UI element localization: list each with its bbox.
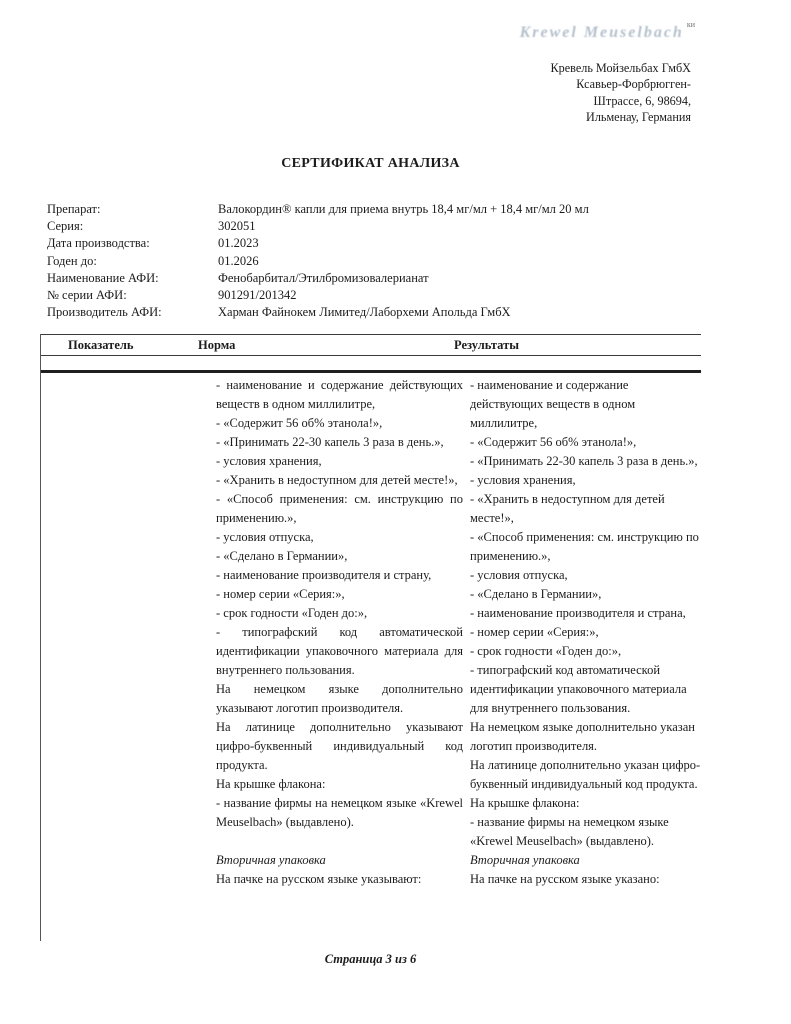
address-line: Штрассе, 6, 98694, — [593, 93, 691, 108]
result-paragraph: - типографский код автоматической идентификации упаковочного материала для внутреннего пользования. — [470, 663, 687, 715]
result-paragraph: - условия хранения, — [470, 473, 576, 487]
table-header-row — [40, 334, 701, 356]
metadata-value: 302051 — [218, 219, 256, 234]
metadata-label: № серии АФИ: — [47, 288, 127, 303]
metadata-row — [47, 287, 707, 304]
norm-paragraph: - типографский код автоматической идентификации упаковочного материала для внутреннего пользования. — [216, 625, 463, 677]
metadata-row — [47, 201, 707, 218]
result-paragraph: - наименование и содержание действующих веществ в одном миллилитре, — [470, 378, 636, 430]
norm-paragraph: На пачке на русском языке указывают: — [216, 872, 422, 886]
result-paragraph: На крышке флакона: — [470, 796, 580, 810]
result-paragraph: - название фирмы на немецком языке «Krewel Meuselbach» (выдавлено). — [470, 815, 669, 848]
norm-paragraph: - наименование и содержание действующих веществ в одном миллилитре, — [216, 378, 463, 411]
norm-column — [216, 376, 463, 889]
result-paragraph: На пачке на русском языке указано: — [470, 872, 660, 886]
metadata-row — [47, 304, 707, 321]
metadata-label: Дата производства: — [47, 236, 150, 251]
norm-paragraph: - «Содержит 56 об% этанола!», — [216, 416, 383, 430]
metadata-label: Серия: — [47, 219, 84, 234]
norm-paragraph: - условия отпуска, — [216, 530, 314, 544]
metadata-row — [47, 270, 707, 287]
metadata-value: Харман Файнокем Лимитед/Лаборхеми Апольда ГмбХ — [218, 305, 511, 320]
address-line: Ильменау, Германия — [586, 109, 691, 124]
result-paragraph: - условия отпуска, — [470, 568, 568, 582]
address-line: Кревель Мойзельбах ГмбХ — [550, 61, 691, 75]
result-paragraph: - «Способ применения: см. инструкцию по применению.», — [470, 530, 699, 563]
results-column — [470, 376, 701, 889]
metadata-value: Фенобарбитал/Этилбромизовалерианат — [218, 270, 429, 285]
norm-paragraph: - «Сделано в Германии», — [216, 549, 348, 563]
page-number-footer: Страница 3 из 6 — [324, 952, 417, 966]
result-paragraph: - «Сделано в Германии», — [470, 587, 602, 601]
norm-paragraph: - «Хранить в недоступном для детей месте!», — [216, 473, 458, 487]
norm-paragraph: - название фирмы на немецком языке «Krewel Meuselbach» (выдавлено). — [216, 796, 463, 829]
norm-paragraph: - наименование производителя и страну, — [216, 568, 432, 582]
logo-superscript: ки — [686, 20, 695, 29]
metadata-label: Производитель АФИ: — [47, 305, 162, 320]
metadata-value: 01.2023 — [218, 236, 259, 251]
column-header-indicator: Показатель — [68, 338, 134, 352]
norm-paragraph: Вторичная упаковка — [216, 853, 326, 867]
norm-paragraph: На крышке флакона: — [216, 777, 326, 791]
norm-paragraph: - номер серии «Серия:», — [216, 587, 345, 601]
column-header-results: Результаты — [454, 338, 519, 352]
norm-paragraph: - условия хранения, — [216, 454, 322, 468]
norm-paragraph: - срок годности «Годен до:», — [216, 606, 368, 620]
norm-paragraph: - «Принимать 22-30 капель 3 раза в день.», — [216, 435, 444, 449]
metadata-value: 01.2026 — [218, 253, 259, 268]
result-paragraph: - «Содержит 56 об% этанола!», — [470, 435, 637, 449]
result-paragraph: На латинице дополнительно указан цифро-буквенный индивидуальный код продукта. — [470, 758, 701, 791]
metadata-block — [47, 201, 707, 321]
document-title: СЕРТИФИКАТ АНАЛИЗА — [281, 156, 460, 171]
logo-wordmark-icon: Krewel Meuselbach — [519, 24, 684, 41]
result-paragraph: - срок годности «Годен до:», — [470, 644, 622, 658]
table-left-border — [40, 334, 41, 941]
metadata-row — [47, 235, 707, 252]
metadata-value: Валокордин® капли для приема внутрь 18,4 мг/мл + 18,4 мг/мл 20 мл — [218, 202, 589, 216]
metadata-value: 901291/201342 — [218, 288, 297, 303]
result-paragraph: На немецком языке дополнительно указан логотип производителя. — [470, 720, 695, 753]
metadata-row — [47, 218, 707, 235]
norm-paragraph: На латинице дополнительно указывают цифро-буквенный индивидуальный код продукта. — [216, 720, 463, 772]
result-paragraph: - наименование производителя и страна, — [470, 606, 686, 620]
company-logo — [520, 20, 695, 42]
norm-paragraph: - «Способ применения: см. инструкцию по применению.», — [216, 492, 463, 525]
result-paragraph: - номер серии «Серия:», — [470, 625, 599, 639]
company-address — [551, 60, 691, 125]
address-line: Ксавьер-Форбрюгген- — [576, 77, 691, 92]
column-header-norm: Норма — [198, 338, 236, 352]
result-paragraph: - «Хранить в недоступном для детей месте!», — [470, 492, 665, 525]
metadata-label: Наименование АФИ: — [47, 270, 159, 285]
table-header-divider — [40, 370, 701, 373]
result-paragraph: Вторичная упаковка — [470, 853, 580, 867]
metadata-label: Годен до: — [47, 253, 97, 268]
result-paragraph: - «Принимать 22-30 капель 3 раза в день.», — [470, 454, 698, 468]
metadata-label: Препарат: — [47, 202, 101, 216]
norm-paragraph: На немецком языке дополнительно указывают логотип производителя. — [216, 682, 463, 715]
metadata-row — [47, 253, 707, 270]
